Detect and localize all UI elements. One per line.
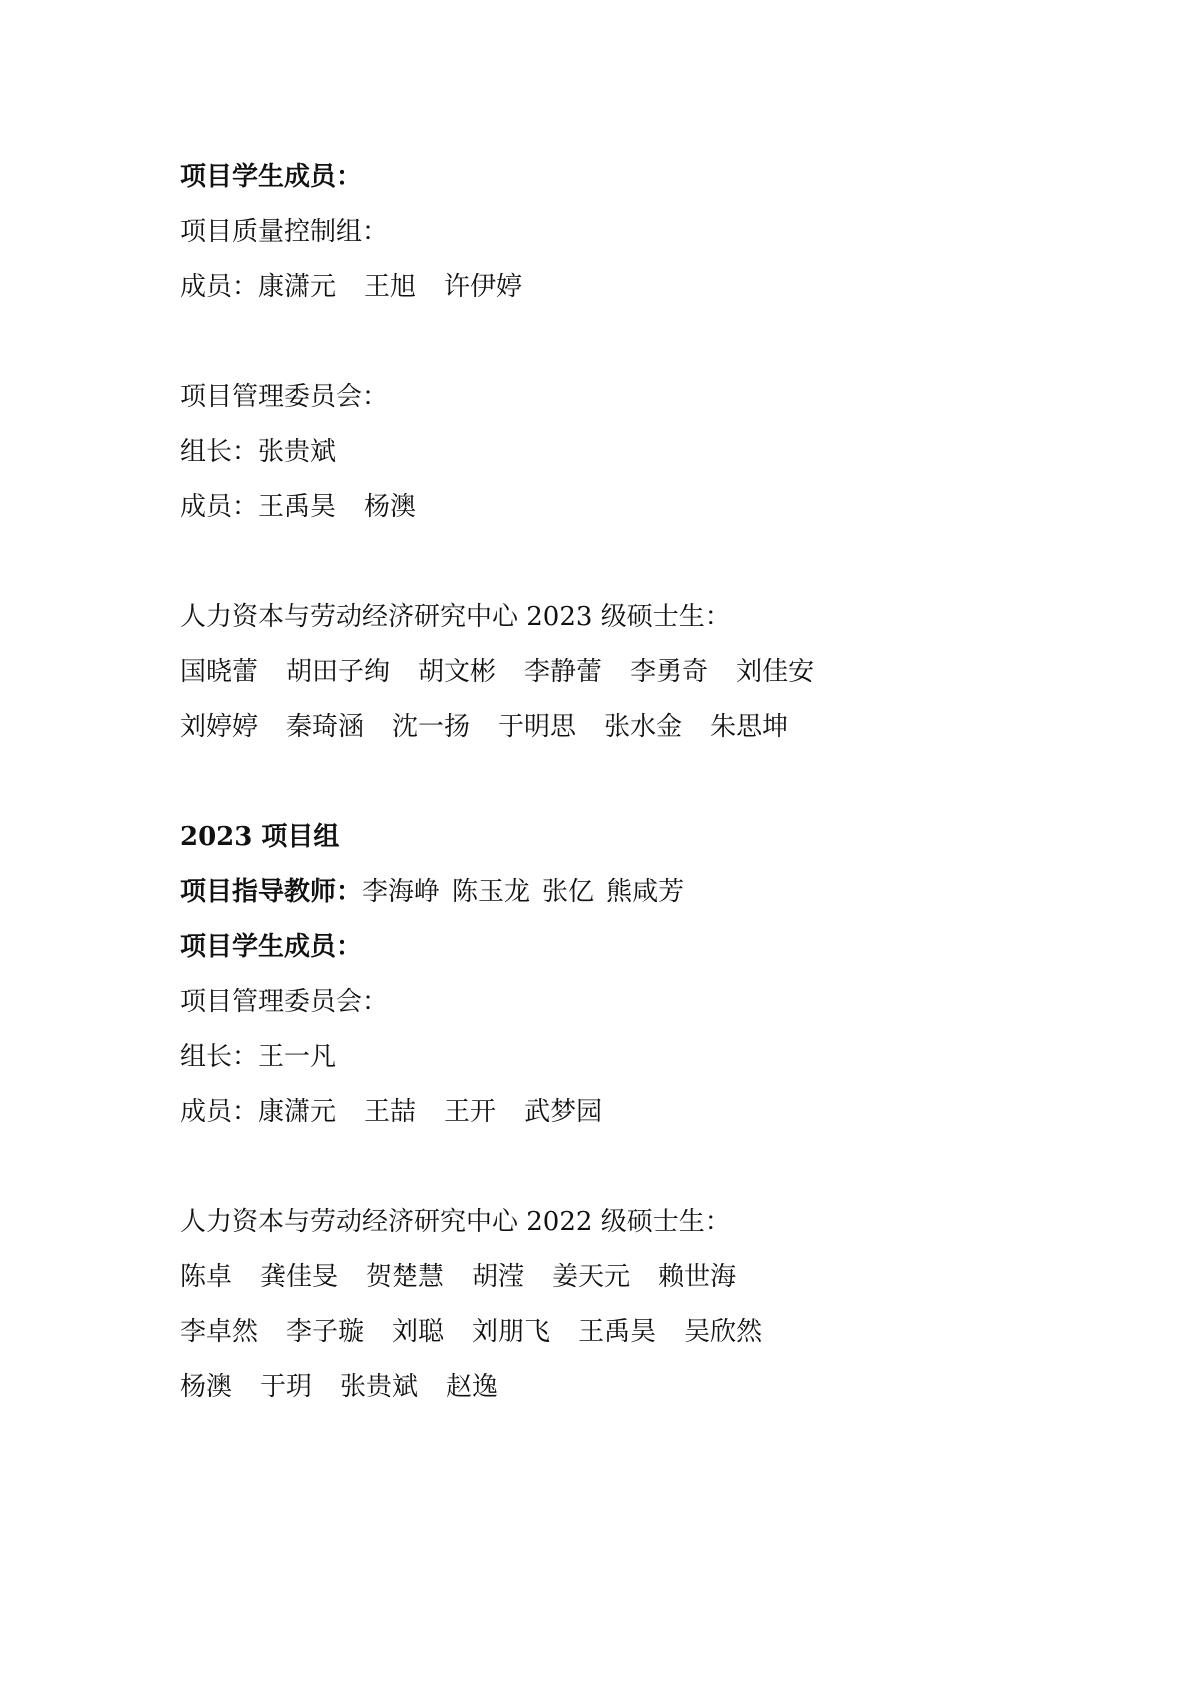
member-name: 王开 bbox=[444, 1097, 497, 1127]
student-name: 李子璇 bbox=[286, 1317, 365, 1347]
name-list bbox=[258, 492, 416, 522]
student-name: 姜天元 bbox=[552, 1262, 631, 1292]
cohort-2023-row-1 bbox=[180, 645, 1080, 700]
members-label: 成员： bbox=[180, 1097, 259, 1127]
spacer bbox=[180, 315, 1080, 370]
member-name: 武梦园 bbox=[524, 1097, 603, 1127]
management-committee-leader-line bbox=[180, 1030, 1080, 1085]
student-name: 胡滢 bbox=[472, 1262, 525, 1292]
cohort-2022-row-1 bbox=[180, 1250, 1080, 1305]
student-name: 张水金 bbox=[604, 712, 683, 742]
student-name: 秦琦涵 bbox=[286, 712, 365, 742]
student-name: 杨澳 bbox=[180, 1372, 233, 1402]
student-name: 张贵斌 bbox=[340, 1372, 419, 1402]
leader-label: 组长： bbox=[180, 1042, 259, 1072]
cohort-2023-title: 人力资本与劳动经济研究中心 2023 级硕士生： bbox=[180, 602, 731, 632]
member-name: 王禹昊 bbox=[258, 492, 337, 522]
project-group-2023-heading: 2023 项目组 bbox=[180, 822, 340, 852]
student-name: 沈一扬 bbox=[392, 712, 471, 742]
cohort-2022-row-2 bbox=[180, 1305, 1080, 1360]
student-name: 龚佳旻 bbox=[260, 1262, 339, 1292]
leader-name: 王一凡 bbox=[258, 1042, 337, 1072]
leader-name: 张贵斌 bbox=[258, 437, 337, 467]
cohort-2023-row-2 bbox=[180, 700, 1080, 755]
cohort-2022-title: 人力资本与劳动经济研究中心 2022 级硕士生： bbox=[180, 1207, 731, 1237]
teacher-name: 陈玉龙 bbox=[452, 877, 531, 907]
teacher-name: 张亿 bbox=[542, 877, 595, 907]
student-name: 胡文彬 bbox=[418, 657, 497, 687]
teacher-name: 李海峥 bbox=[362, 877, 441, 907]
leader-label: 组长： bbox=[180, 437, 259, 467]
student-name: 贺楚慧 bbox=[366, 1262, 445, 1292]
student-name: 王禹昊 bbox=[578, 1317, 657, 1347]
spacer bbox=[180, 1140, 1080, 1195]
student-name: 刘佳安 bbox=[736, 657, 815, 687]
members-label: 成员： bbox=[180, 492, 259, 522]
cohort-2022-row-3 bbox=[180, 1360, 1080, 1415]
teacher-list bbox=[362, 877, 684, 907]
management-committee-members-line bbox=[180, 1085, 1080, 1140]
member-name: 康潇元 bbox=[258, 1097, 337, 1127]
teachers-label: 项目指导教师： bbox=[180, 877, 363, 907]
member-name: 王旭 bbox=[364, 272, 417, 302]
name-list bbox=[258, 272, 522, 302]
student-name: 国晓蕾 bbox=[180, 657, 259, 687]
quality-control-members-line bbox=[180, 260, 1080, 315]
management-committee-title: 项目管理委员会： bbox=[180, 382, 389, 412]
document-content bbox=[180, 150, 1080, 1415]
spacer bbox=[180, 535, 1080, 590]
student-name: 赵逸 bbox=[446, 1372, 499, 1402]
student-name: 李卓然 bbox=[180, 1317, 259, 1347]
student-name: 刘聪 bbox=[392, 1317, 445, 1347]
student-name: 赖世海 bbox=[658, 1262, 737, 1292]
member-name: 许伊婷 bbox=[444, 272, 523, 302]
student-name: 李勇奇 bbox=[630, 657, 709, 687]
teacher-name: 熊咸芳 bbox=[606, 877, 685, 907]
member-name: 王喆 bbox=[364, 1097, 417, 1127]
student-name: 朱思坤 bbox=[710, 712, 789, 742]
quality-control-group-title: 项目质量控制组： bbox=[180, 217, 389, 247]
student-name: 于明思 bbox=[498, 712, 577, 742]
student-name: 胡田子绚 bbox=[286, 657, 391, 687]
student-name: 李静蕾 bbox=[524, 657, 603, 687]
management-committee-members-line bbox=[180, 480, 1080, 535]
management-committee-title: 项目管理委员会： bbox=[180, 987, 389, 1017]
student-members-heading: 项目学生成员： bbox=[180, 162, 363, 192]
spacer bbox=[180, 755, 1080, 810]
student-name: 于玥 bbox=[260, 1372, 313, 1402]
student-members-heading: 项目学生成员： bbox=[180, 932, 363, 962]
advising-teachers-line bbox=[180, 865, 1080, 920]
student-name: 刘婷婷 bbox=[180, 712, 259, 742]
member-name: 康潇元 bbox=[258, 272, 337, 302]
member-name: 杨澳 bbox=[364, 492, 417, 522]
student-name: 吴欣然 bbox=[684, 1317, 763, 1347]
name-list bbox=[258, 1097, 602, 1127]
student-name: 陈卓 bbox=[180, 1262, 233, 1292]
management-committee-leader-line bbox=[180, 425, 1080, 480]
members-label: 成员： bbox=[180, 272, 259, 302]
student-name: 刘朋飞 bbox=[472, 1317, 551, 1347]
